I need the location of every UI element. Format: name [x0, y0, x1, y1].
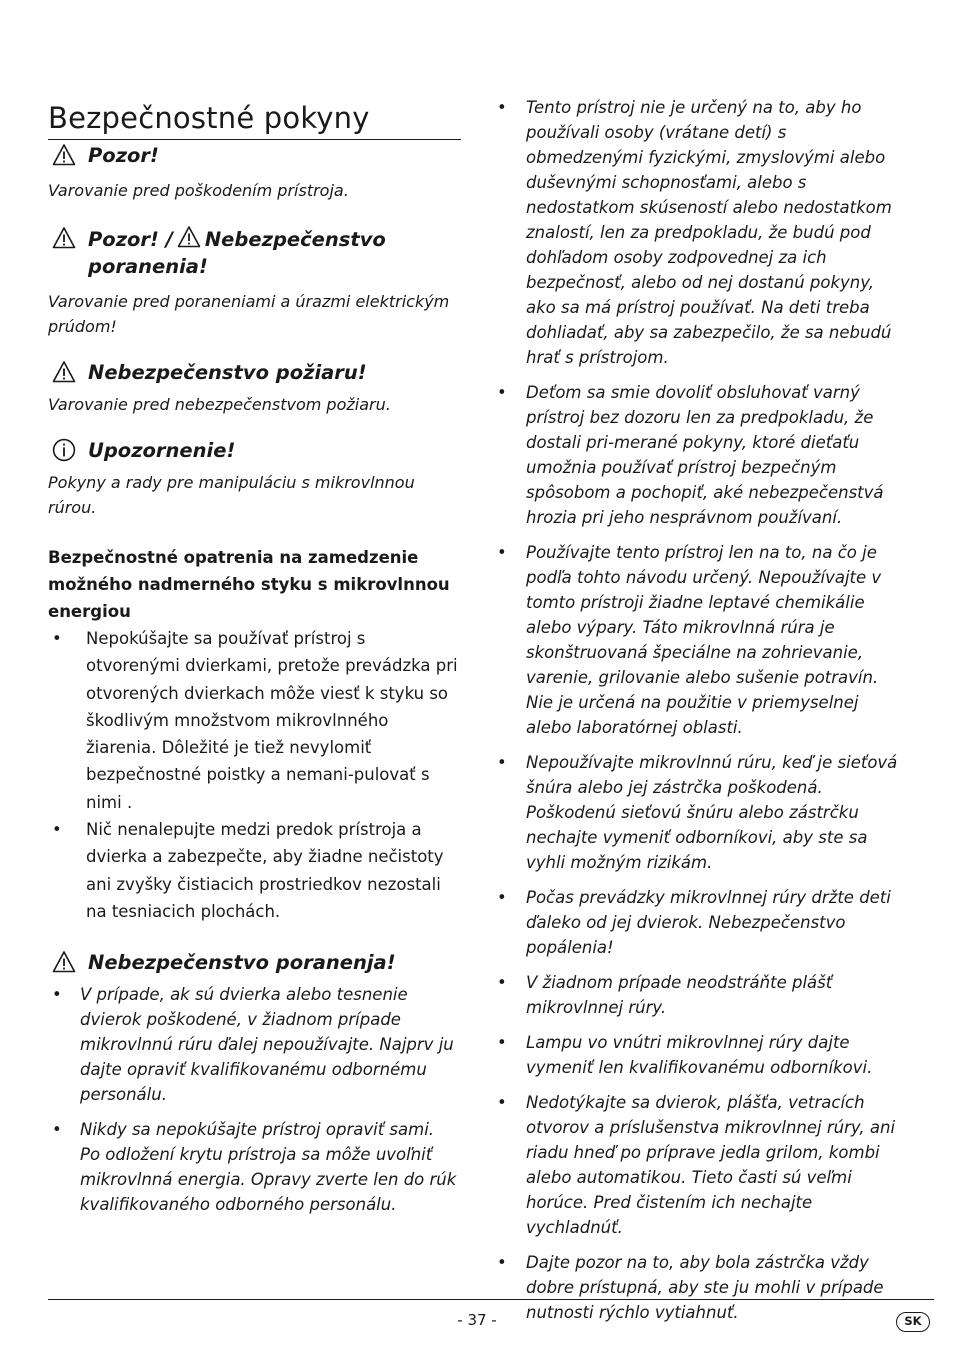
legend-injury-heading-a: Pozor! /: [88, 228, 173, 251]
list-item: • Počas prevádzky mikrovlnnej rúry držte deti ďaleko od jej dvierok. Nebezpečenstvo popálenia!: [497, 885, 907, 960]
injury-section-heading: Nebezpečenstvo poranenja!: [88, 951, 396, 975]
legend-caution-text: Varovanie pred poškodením prístroja.: [48, 181, 349, 200]
warning-triangle-icon: [52, 360, 76, 384]
list-item: • Nepoužívajte mikrovlnnú rúru, keď je sieťová šnúra alebo jej zástrčka poškodená. Poškodenú sieťovú šnúru alebo zástrčku nechajte vymeniť odborníkovi, aby ste sa vyhli možným rizikám.: [497, 750, 907, 875]
injury-section-list: [48, 982, 461, 1217]
list-item: • Dajte pozor na to, aby bola zástrčka vždy dobre prístupná, aby ste ju mohli v prípade nutnosti rýchlo vytiahnuť.: [497, 1250, 907, 1325]
microwave-section-heading: Bezpečnostné opatrenia na zamedzenie možného nadmerného styku s mikrovlnnou energiou: [48, 548, 450, 621]
legend-fire-heading: Nebezpečenstvo požiaru!: [88, 361, 367, 384]
list-item: • Nepokúšajte sa používať prístroj s otvorenými dvierkami, pretože prevádzka pri otvorených dvierkach môže viesť k styku so škodlivým množstvom mikrovlnného žiarenia. Dôležité je tiež nevylomiť bezpečnostné poistky a nemani-pulovať s nimi .: [48, 625, 461, 816]
legend-injury-heading-b: Nebezpečenstvo poranenia!: [88, 228, 386, 278]
page-number: - 37 -: [457, 1311, 497, 1329]
list-item: • V prípade, ak sú dvierka alebo tesnenie dvierok poškodené, v žiadnom prípade mikrovlnnú rúru ďalej nepoužívajte. Najprv ju dajte opraviť kvalifikovanému odbornému personálu.: [48, 982, 461, 1107]
list-item: • V žiadnom prípade neodstráňte plášť mikrovlnnej rúry.: [497, 970, 907, 1020]
warning-triangle-icon: [52, 143, 76, 167]
legend-fire-text: Varovanie pred nebezpečenstvom požiaru.: [48, 395, 391, 414]
legend-fire: [48, 359, 461, 417]
legend-injury: [48, 225, 461, 339]
injury-danger-section: [48, 949, 461, 1217]
legend-caution: [48, 142, 461, 203]
list-item: • Lampu vo vnútri mikrovlnnej rúry dajte vymeniť len kvalifikovanému odborníkovi.: [497, 1030, 907, 1080]
list-item: • Nikdy sa nepokúšajte prístroj opraviť sami. Po odložení krytu prístroja sa môže uvoľniť mikrovlnná energia. Opravy zverte len do rúk kvalifikovaného odborného personálu.: [48, 1117, 461, 1217]
microwave-exposure-section: [48, 544, 461, 925]
language-badge: SK: [896, 1312, 930, 1332]
list-item: • Tento prístroj nie je určený na to, aby ho používali osoby (vrátane detí) s obmedzenými fyzickými, zmyslovými alebo duševnými schopnosťami, alebo s nedostatkom skúseností alebo nedostatkom znalostí, len za predpokladu, že budú pod dohľadom osoby zodpovednej za ich bezpečnosť, alebo od nej dostanú pokyny, ako sa má prístroj používať. Na deti treba dohliadať, aby sa zabezpečilo, že sa nebudú hrať s prístrojom.: [497, 95, 907, 370]
warning-triangle-icon: [52, 950, 76, 974]
right-column: [497, 95, 907, 1325]
list-item: • Používajte tento prístroj len na to, na čo je podľa tohto návodu určený. Nepoužívajte v tomto prístroji žiadne leptavé chemikálie alebo výpary. Táto mikrovlnná rúra je skonštruovaná špeciálne na zohrievanie, varenie, grilovanie alebo sušenie potravín. Nie je určená na použitie v priemyselnej alebo laboratórnej oblasti.: [497, 540, 907, 740]
legend-caution-heading: Pozor!: [88, 144, 159, 167]
list-item: • Nedotýkajte sa dvierok, plášťa, vetracích otvorov a príslušenstva mikrovlnnej rúry, ani riadu hneď po príprave jedla grilom, kombi alebo automatikou. Tieto časti sú veľmi horúce. Pred čistením ich nechajte vychladnúť.: [497, 1090, 907, 1240]
info-circle-icon: [52, 438, 76, 462]
left-column: [48, 142, 461, 1217]
footer-divider: [48, 1299, 934, 1300]
legend-injury-text: Varovanie pred poraneniami a úrazmi elektrickým prúdom!: [48, 292, 450, 336]
legend-note-heading: Upozornenie!: [88, 439, 236, 462]
page-title: Bezpečnostné pokyny: [48, 101, 461, 140]
warning-triangle-icon: [177, 225, 201, 249]
microwave-section-list: [48, 625, 461, 925]
warning-triangle-icon: [52, 226, 76, 250]
legend-note-text: Pokyny a rady pre manipuláciu s mikrovlnnou rúrou.: [48, 473, 415, 517]
list-item: • Deťom sa smie dovoliť obsluhovať varný prístroj bez dozoru len za predpokladu, že dostali pri-merané pokyny, ktoré dieťaťu umožnia používať prístroj bezpečným spôsobom a pochopiť, aké nebezpečenstvá hrozia pri jeho nesprávnom používaní.: [497, 380, 907, 530]
list-item: • Nič nenalepujte medzi predok prístroja a dvierka a zabezpečte, aby žiadne nečistoty ani zvyšky čistiacich prostriedkov nezostali na tesniacich plochách.: [48, 816, 461, 925]
safety-instructions-list: [497, 95, 907, 1325]
legend-note: [48, 437, 461, 520]
